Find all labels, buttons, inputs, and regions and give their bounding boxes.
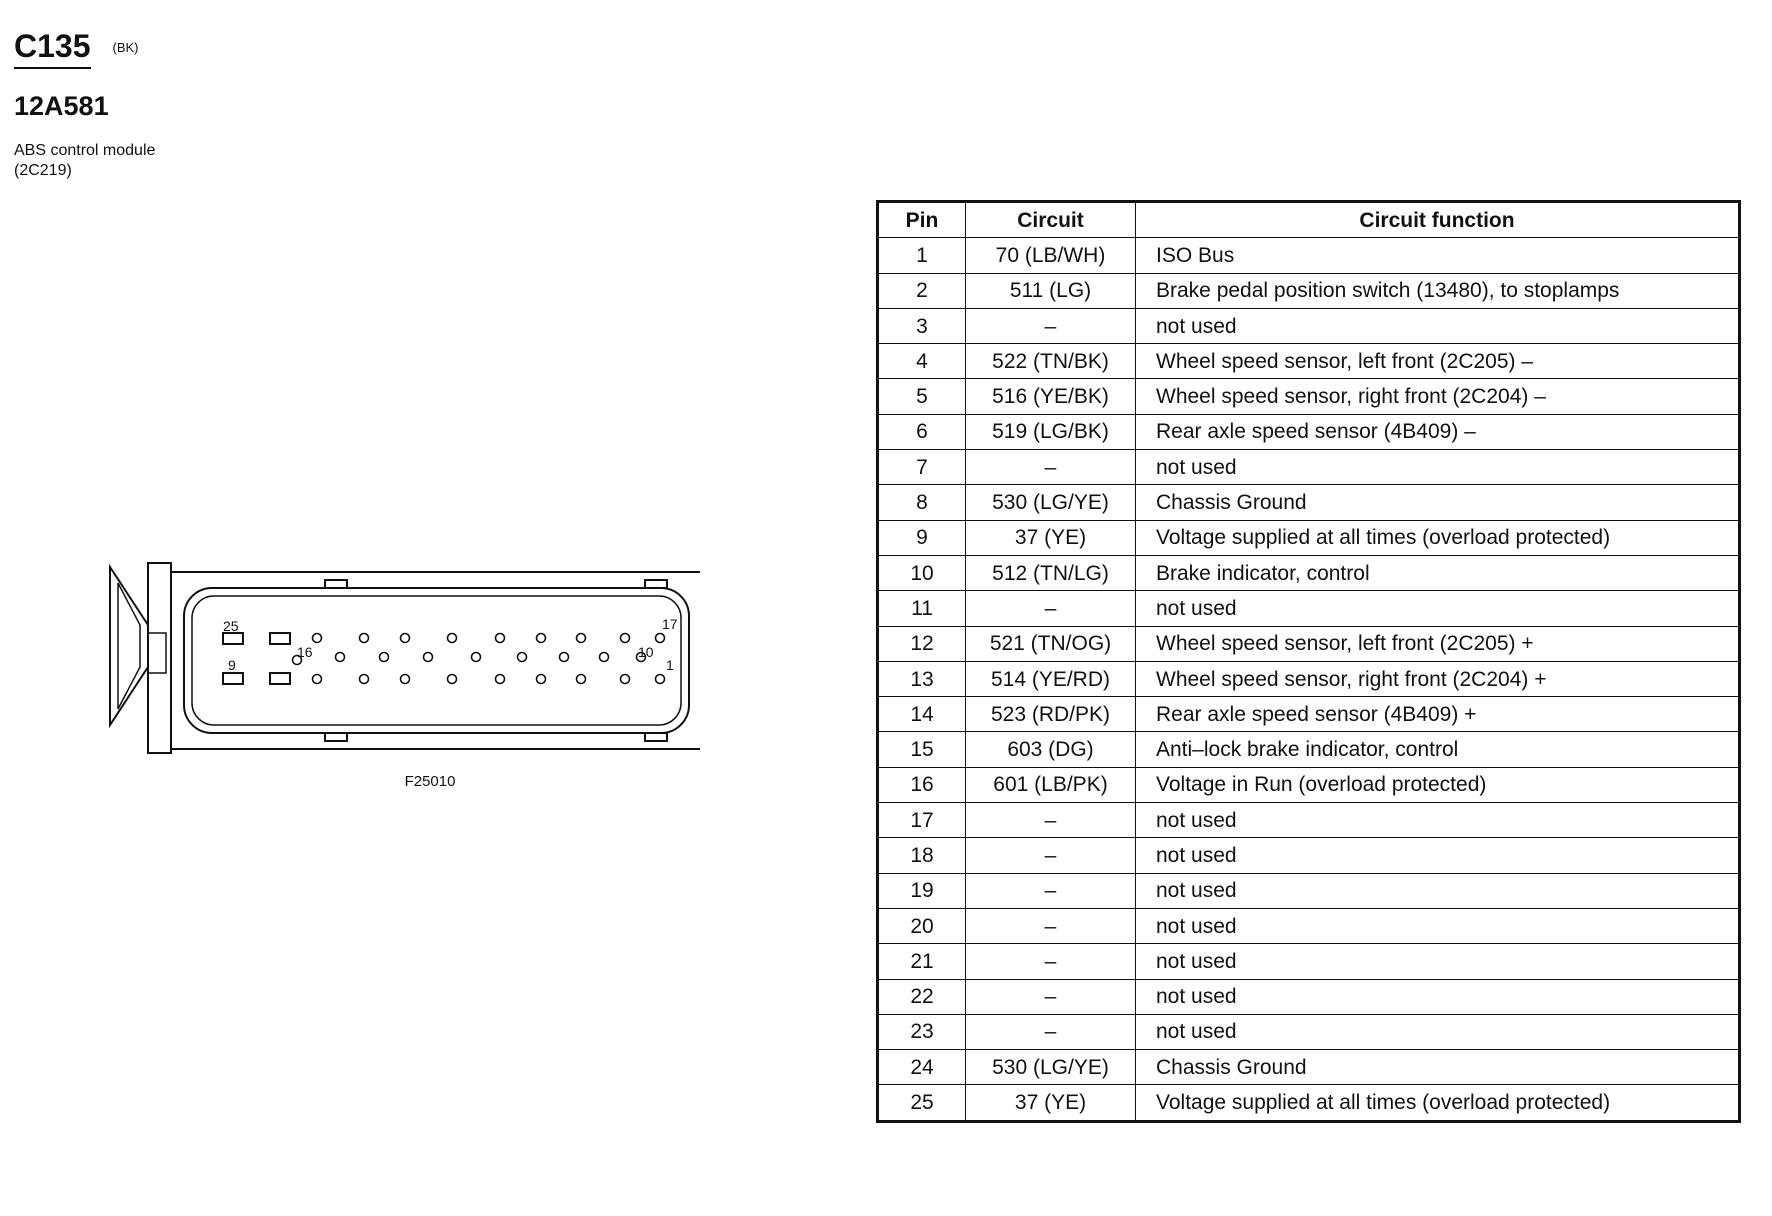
connector-key-bottom <box>325 733 347 741</box>
function-cell: Voltage in Run (overload protected) <box>1136 767 1740 802</box>
pin-cavity <box>401 675 410 684</box>
connector-flange <box>148 563 171 753</box>
connector-face-outer <box>184 588 689 733</box>
pinout-table <box>876 200 1741 1123</box>
pin-cell: 17 <box>878 803 966 838</box>
pin-cell: 13 <box>878 661 966 696</box>
table-header-row <box>878 202 1740 238</box>
pin-cell: 23 <box>878 1014 966 1049</box>
circuit-cell: – <box>966 308 1136 343</box>
function-cell: Rear axle speed sensor (4B409) – <box>1136 414 1740 449</box>
pin-cell: 11 <box>878 591 966 626</box>
table-row <box>878 732 1740 767</box>
function-cell: not used <box>1136 908 1740 943</box>
function-cell: Wheel speed sensor, right front (2C204) – <box>1136 379 1740 414</box>
connector-face-diagram <box>100 545 700 765</box>
cavity-24 <box>270 633 290 644</box>
pin-cell: 18 <box>878 838 966 873</box>
pin-cell: 15 <box>878 732 966 767</box>
circuit-cell: 530 (LG/YE) <box>966 1050 1136 1085</box>
part-number: 12A581 <box>14 91 109 121</box>
table-row <box>878 520 1740 555</box>
pin-cell: 24 <box>878 1050 966 1085</box>
table-row <box>878 803 1740 838</box>
pin-cell: 5 <box>878 379 966 414</box>
connector-id-row <box>14 28 414 69</box>
circuit-cell: – <box>966 838 1136 873</box>
table-row <box>878 379 1740 414</box>
circuit-cell: 522 (TN/BK) <box>966 344 1136 379</box>
table-row <box>878 485 1740 520</box>
table-row <box>878 908 1740 943</box>
table-row <box>878 697 1740 732</box>
connector-key-top <box>325 580 347 588</box>
connector-header <box>14 28 414 181</box>
connector-color: (BK) <box>112 40 139 55</box>
cavity-9 <box>223 673 243 684</box>
pin-cavity <box>360 675 369 684</box>
function-cell: not used <box>1136 308 1740 343</box>
function-cell: not used <box>1136 803 1740 838</box>
pin-cell: 7 <box>878 450 966 485</box>
pin-cavity <box>380 653 389 662</box>
function-cell: Chassis Ground <box>1136 1050 1740 1085</box>
circuit-cell: 530 (LG/YE) <box>966 485 1136 520</box>
pin-cavity <box>656 675 665 684</box>
connector-flange-tab <box>148 633 166 673</box>
cavity-8 <box>270 673 290 684</box>
pin-cell: 1 <box>878 238 966 273</box>
pin-cell: 21 <box>878 944 966 979</box>
cavity-label-10: 10 <box>638 644 654 660</box>
pin-cavity <box>448 675 457 684</box>
pin-cell: 8 <box>878 485 966 520</box>
pin-cell: 2 <box>878 273 966 308</box>
circuit-cell: 601 (LB/PK) <box>966 767 1136 802</box>
pin-cavity <box>577 675 586 684</box>
pin-cell: 25 <box>878 1085 966 1121</box>
connector-key-top <box>645 580 667 588</box>
function-cell: Wheel speed sensor, left front (2C205) – <box>1136 344 1740 379</box>
circuit-cell: 512 (TN/LG) <box>966 555 1136 590</box>
circuit-cell: 603 (DG) <box>966 732 1136 767</box>
table-row <box>878 944 1740 979</box>
circuit-cell: – <box>966 873 1136 908</box>
pin-cavity <box>496 675 505 684</box>
circuit-cell: – <box>966 450 1136 485</box>
connector-latch-inner <box>118 583 140 709</box>
pin-cell: 22 <box>878 979 966 1014</box>
function-cell: Wheel speed sensor, left front (2C205) + <box>1136 626 1740 661</box>
circuit-cell: – <box>966 803 1136 838</box>
header-pin: Pin <box>878 202 966 238</box>
pin-cavity <box>401 634 410 643</box>
table-row <box>878 344 1740 379</box>
pin-cavity <box>600 653 609 662</box>
pin-cell: 12 <box>878 626 966 661</box>
pin-cavity <box>496 634 505 643</box>
figure-code: F25010 <box>404 773 456 790</box>
pin-cavity <box>518 653 527 662</box>
table-row <box>878 1014 1740 1049</box>
pin-cavity <box>424 653 433 662</box>
function-cell: Brake indicator, control <box>1136 555 1740 590</box>
table-row <box>878 273 1740 308</box>
circuit-cell: 523 (RD/PK) <box>966 697 1136 732</box>
header-circuit-function: Circuit function <box>1136 202 1740 238</box>
circuit-cell: – <box>966 1014 1136 1049</box>
pin-cell: 14 <box>878 697 966 732</box>
function-cell: not used <box>1136 450 1740 485</box>
table-row <box>878 767 1740 802</box>
pin-cavity <box>621 675 630 684</box>
table-row <box>878 979 1740 1014</box>
cavity-25 <box>223 633 243 644</box>
pin-cell: 9 <box>878 520 966 555</box>
pin-cell: 19 <box>878 873 966 908</box>
cavity-label-16: 16 <box>297 644 313 660</box>
circuit-cell: – <box>966 908 1136 943</box>
circuit-cell: – <box>966 979 1136 1014</box>
circuit-cell: 516 (YE/BK) <box>966 379 1136 414</box>
connector-key-bottom <box>645 733 667 741</box>
pin-cell: 3 <box>878 308 966 343</box>
pin-cavity <box>537 675 546 684</box>
table-row <box>878 591 1740 626</box>
pin-cavity <box>313 675 322 684</box>
function-cell: Chassis Ground <box>1136 485 1740 520</box>
connector-latch <box>110 567 148 725</box>
pin-cavity <box>577 634 586 643</box>
function-cell: not used <box>1136 591 1740 626</box>
function-cell: Rear axle speed sensor (4B409) + <box>1136 697 1740 732</box>
pin-cavity <box>621 634 630 643</box>
function-cell: not used <box>1136 944 1740 979</box>
pin-cavity <box>313 634 322 643</box>
table-row <box>878 238 1740 273</box>
pin-cavity <box>560 653 569 662</box>
function-cell: not used <box>1136 873 1740 908</box>
function-cell: not used <box>1136 838 1740 873</box>
function-cell: Brake pedal position switch (13480), to stoplamps <box>1136 273 1740 308</box>
pin-cell: 16 <box>878 767 966 802</box>
table-row <box>878 626 1740 661</box>
circuit-cell: 511 (LG) <box>966 273 1136 308</box>
function-cell: ISO Bus <box>1136 238 1740 273</box>
table-row <box>878 1085 1740 1121</box>
function-cell: not used <box>1136 979 1740 1014</box>
circuit-cell: 37 (YE) <box>966 520 1136 555</box>
table-row <box>878 308 1740 343</box>
cavity-label-9: 9 <box>228 657 236 673</box>
pin-cell: 6 <box>878 414 966 449</box>
pin-cell: 20 <box>878 908 966 943</box>
cavity-label-1: 1 <box>666 657 674 673</box>
circuit-cell: – <box>966 944 1136 979</box>
circuit-cell: 70 (LB/WH) <box>966 238 1136 273</box>
table-row <box>878 661 1740 696</box>
pin-cavity <box>472 653 481 662</box>
component-code: (2C219) <box>14 162 72 179</box>
table-row <box>878 414 1740 449</box>
connector-id: C135 <box>14 28 91 69</box>
cavity-label-25: 25 <box>223 618 239 634</box>
function-cell: Voltage supplied at all times (overload protected) <box>1136 1085 1740 1121</box>
connector-body <box>171 572 700 749</box>
pin-cavity <box>360 634 369 643</box>
pin-cavity <box>336 653 345 662</box>
function-cell: Anti–lock brake indicator, control <box>1136 732 1740 767</box>
pin-cavity <box>656 634 665 643</box>
circuit-cell: 514 (YE/RD) <box>966 661 1136 696</box>
pinout-body <box>878 238 1740 1121</box>
table-row <box>878 1050 1740 1085</box>
pin-cavity <box>448 634 457 643</box>
table-row <box>878 450 1740 485</box>
table-row <box>878 838 1740 873</box>
table-row <box>878 873 1740 908</box>
pin-cell: 4 <box>878 344 966 379</box>
function-cell: Wheel speed sensor, right front (2C204) + <box>1136 661 1740 696</box>
function-cell: not used <box>1136 1014 1740 1049</box>
cavity-label-17: 17 <box>662 616 678 632</box>
component-name: ABS control module <box>14 142 156 159</box>
function-cell: Voltage supplied at all times (overload protected) <box>1136 520 1740 555</box>
circuit-cell: 521 (TN/OG) <box>966 626 1136 661</box>
circuit-cell: 37 (YE) <box>966 1085 1136 1121</box>
circuit-cell: – <box>966 591 1136 626</box>
pin-cell: 10 <box>878 555 966 590</box>
circuit-cell: 519 (LG/BK) <box>966 414 1136 449</box>
header-circuit: Circuit <box>966 202 1136 238</box>
table-row <box>878 555 1740 590</box>
pin-cavity <box>537 634 546 643</box>
